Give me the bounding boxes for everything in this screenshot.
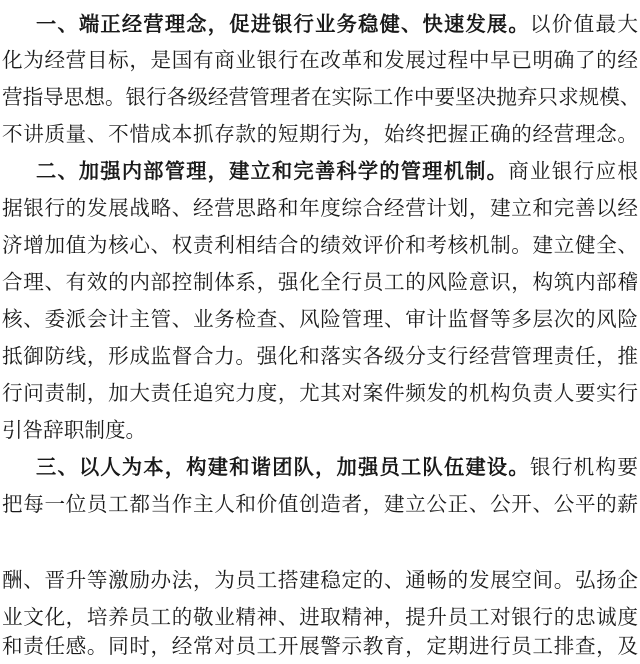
paragraph-1-heading: 一、端正经营理念，促进银行业务稳健、快速发展。 <box>36 12 530 36</box>
paragraph-2-heading: 二、加强内部管理，建立和完善科学的管理机制。 <box>36 159 509 183</box>
paragraph-3-line-3: 酬、晋升等激励办法，为员工搭建稳定的、通畅的发展空间。弘扬企 <box>2 568 638 592</box>
paragraph-3-heading: 三、以人为本，构建和谐团队，加强员工队伍建设。 <box>36 455 530 479</box>
paragraph-2-line-4: 合理、有效的内部控制体系，强化全行员工的风险意识，构筑内部稽 <box>2 270 638 294</box>
paragraph-3-line-2: 把每一位员工都当作主人和价值创造者，建立公正、公开、公平的薪 <box>2 492 638 516</box>
paragraph-2-line-6: 抵御防线，形成监督合力。强化和落实各级分支行经营管理责任，推 <box>2 344 638 368</box>
paragraph-2-line-8: 引咎辞职制度。 <box>2 418 147 442</box>
paragraph-1-line-1 <box>0 6 640 42</box>
paragraph-2-line-3: 济增加值为核心、权责利相结合的绩效评价和考核机制。建立健全、 <box>2 233 638 257</box>
paragraph-2-text: 商业银行应根 <box>508 159 638 183</box>
paragraph-2-line-7: 行问责制，加大责任追究力度，尤其对案件频发的机构负责人要实行 <box>2 381 638 405</box>
paragraph-1-line-3: 营指导思想。银行各级经营管理者在实际工作中要坚决抛弃只求规模、 <box>2 85 640 109</box>
paragraph-2-line-2: 据银行的发展战略、经营思路和年度综合经营计划，建立和完善以经 <box>2 196 638 220</box>
paragraph-2-line-1 <box>0 153 640 189</box>
paragraph-3-line-1 <box>0 449 640 485</box>
paragraph-1-line-4: 不讲质量、不惜成本抓存款的短期行为，始终把握正确的经营理念。 <box>2 122 638 146</box>
paragraph-3-text: 银行机构要 <box>529 455 639 479</box>
paragraph-1-text: 以价值最大 <box>529 12 639 36</box>
paragraph-2-line-5: 核、委派会计主管、业务检查、风险管理、审计监督等多层次的风险 <box>2 307 638 331</box>
paragraph-3-line-5: 和责任感。同时，经常对员工开展警示教育，定期进行员工排查，及 <box>2 634 638 658</box>
paragraph-1-line-2: 化为经营目标，是国有商业银行在改革和发展过程中早已明确了的经 <box>2 48 638 72</box>
paragraph-3-line-4: 业文化，培养员工的敬业精神、进取精神，提升员工对银行的忠诚度 <box>2 605 638 629</box>
